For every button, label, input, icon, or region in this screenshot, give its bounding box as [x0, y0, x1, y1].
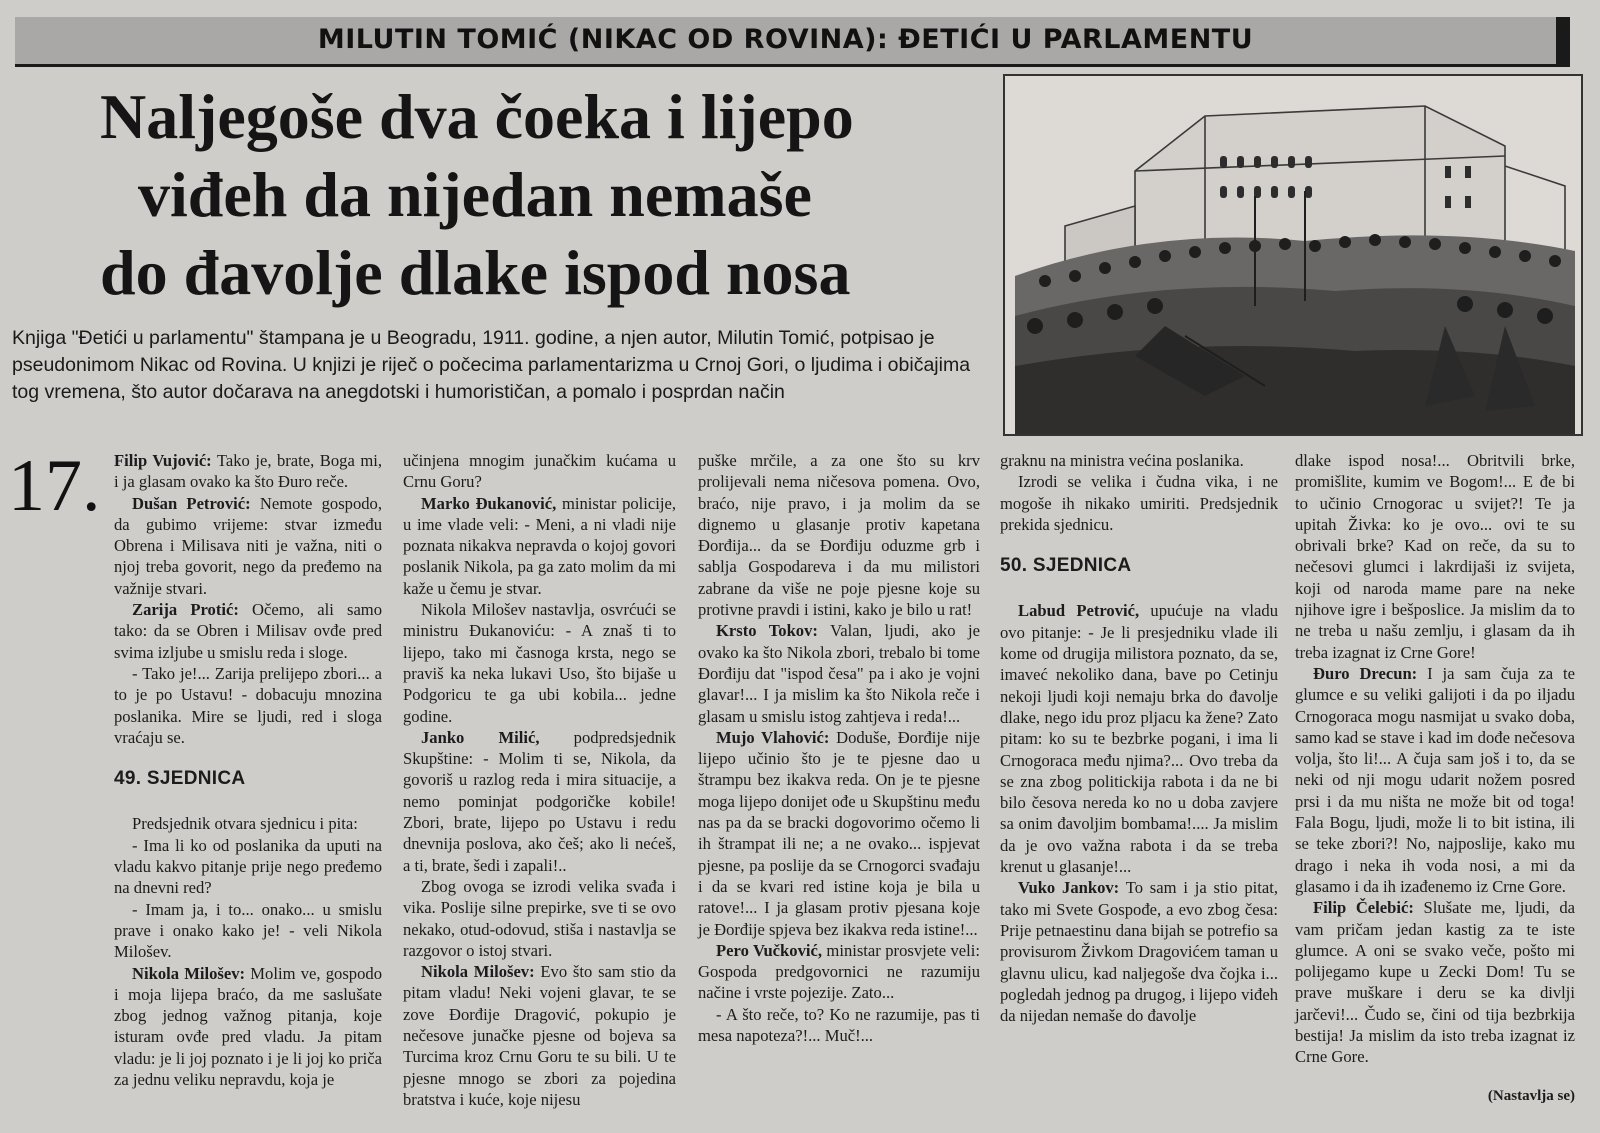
- speaker-name: Zarija Protić:: [132, 600, 239, 620]
- paragraph: - Imam ja, i to... onako... u smislu prave i onako kako je! - veli Nikola Milošev.: [114, 899, 382, 962]
- paragraph-text: Evo što sam stio da pitam vladu! Neki vojeni glavar, te se zove Đorđije Dragović, pokupio je nečesove junačke pjesne od bojeva sa Turcima kroz Crnu Goru te su bili. U te pjesne mnogo se zbori za pojedina bratstva i kuće, koje nijesu: [403, 962, 676, 1109]
- paragraph-text: upućuje na vladu ovo pitanje: - Je li presjedniku vlade ili kome od drugija milistora poznato, da se, imaveć nekoliko dana, bave po Cetinju nekoji ljudi koji nemaju brka do đavolje dlake, nego idu proz pljacu ka žene? Zato pitam: ko su te bezbrke pogani, i ima li Crnogoraca među njima?... Ovo treba da se zna zbog politickija rabota i da ne bi bilo česova nereda ko no u doba zavjere sa onim đavoljim bombama!.... Ja mislim da je ovo važna rabota i da se treba krenut u glasanje!...: [1000, 601, 1278, 877]
- speaker-name: Filip Vujović:: [114, 451, 212, 470]
- paragraph-text: I ja sam čuja za te glumce e su veliki galijoti i da po iljadu Crnogoraca mogu nasmijat u svako doba, samo kad se stave i kad im dođe nečesova volja, što li!... A čuja sam još i to, da se neki od nji mogu udarit nožem posred prsi i da mu ništa ne može bit od toga! Fala Bogu, ljudi, može li to bit istina, ili se teke zbori?! No, najposlije, kako mu drago i neka ih voda nosi, a mi da glasamo i da ih izađenemo iz Crne Gore.: [1295, 663, 1575, 896]
- text-column-3: [698, 450, 980, 1046]
- paragraph: učinjena mnogim junačkim kućama u Crnu Goru?: [403, 451, 676, 492]
- paragraph: - A što reče, to? Ko ne razumije, pas ti mesa napoteza?!... Muč!...: [698, 1004, 980, 1046]
- paragraph: Nikola Milošev nastavlja, osvrćući se ministru Đukanoviću: - A znaš ti to lijepo, tako mi časnoga krsta, nego se praviš ka neka lukavi Uso, što bijaše u Podgoricu te ga ubi kobila... jedne godine.: [403, 600, 676, 726]
- speaker-name: Vuko Jankov:: [1018, 878, 1120, 898]
- paragraph: [403, 961, 676, 1110]
- speaker-name: Labud Petrović,: [1018, 601, 1140, 621]
- series-banner: [15, 17, 1570, 67]
- paragraph: [403, 727, 676, 876]
- text-column-1: [114, 450, 382, 1090]
- paragraph: [114, 599, 382, 663]
- paragraph: [698, 727, 980, 940]
- paragraph: [1000, 600, 1278, 877]
- paragraph: [698, 940, 980, 1004]
- speaker-name: Nikola Milošev:: [132, 963, 246, 983]
- paragraph: dlake ispod nosa!... Obritvili brke, promišlite, kumim ve Bogom!... E đe bi to učinio Crnogorac u svijet?! Te ja upitah Živka: ko je ovo... ovi te su obrivali brke? Kad on reče, da su to nečesovi glumci i lakrdijaši iz svijeta, koji od naroda mame pare na neke njihove igre i bešposlice. Ja mislim da to ne treba u našu zemlju, i glasam da ih treba izagnat iz Crne Gore!: [1295, 451, 1575, 662]
- paragraph-text: Molim ve, gospodo i moja lijepa braćo, da me saslušate zbog jednog važnog pitanja, koje isturam ovđe pred vladu. Ja pitam vladu: je li joj poznato i je li joj ko priča za jednu veliku nepravdu, koja je: [114, 963, 382, 1090]
- section-heading: 50. SJEDNICA: [1000, 555, 1132, 577]
- paragraph-text: Nemote gospodo, da gubimo vrijeme: stvar između Obrena i Milisava niti je važna, niti o njoj treba govorit, nego da pređemo na važnije stvari.: [114, 493, 383, 598]
- paragraph-text: ministar prosvjete veli: Gospoda predgovornici ne razumiju načine i vrste pojezije. Zato...: [698, 940, 980, 1003]
- paragraph: [114, 493, 382, 599]
- paragraph: [114, 963, 382, 1091]
- paragraph: - Tako je!... Zarija prelijepo zbori... a to je po Ustavu! - dobacuju mnozina poslanika. Mire se ljudi, red i sloga vraćaju se.: [114, 663, 382, 747]
- paragraph: [403, 493, 676, 599]
- text-column-5: [1295, 450, 1575, 1107]
- paragraph: - Ima li ko od poslanika da uputi na vladu kakvo pitanje prije nego pređemo na dnevni red?: [114, 835, 382, 898]
- lead-paragraph: Knjiga "Đetići u parlamentu" štampana je u Beogradu, 1911. godine, a njen autor, Milutin Tomić, potpisao je pseudonimom Nikac od Rovina. U knjizi je riječ o počecima parlamentarizma u Crnoj Gori, o ljudima i običajima tog vremena, što autor dočarava na anegdotski i humorističan, a pomalo i posprdan način: [12, 327, 971, 403]
- paragraph: [1295, 897, 1575, 1067]
- assembly-engraving-illustration: [1003, 74, 1583, 436]
- serial-number: 17.: [8, 445, 101, 527]
- paragraph-text: podpredsjednik Skupštine: - Molim ti se, Nikola, da govoriš u razlog reda i mira situacije, a nemo pominjat podgoričke kobile! Zbori, brate, lijepo po Ustavu i redu dnevnija poslova, ako češ; ako li nećeš, a ti, brate, šedi i zapali!..: [403, 727, 676, 875]
- paragraph: Zbog ovoga se izrodi velika svađa i vika. Poslije silne prepirke, sve ti se ovo nekako, otud-odovud, stiša i nastavlja se razgovor o istoj stvari.: [403, 876, 676, 960]
- series-banner-text: MILUTIN TOMIĆ (NIKAC OD ROVINA): ĐETIĆI U PARLAMENTU: [317, 24, 1254, 55]
- paragraph: puške mrčile, a za one što su krv prolijevali nema ničesova pomena. Ovo, braćo, nije pravo, i ja molim da se dignemo u glasanje protiv kapetana Đorđija... da se Đorđiju oduzme grb i sablja Gospodareva i da mu milistori zabrane da više ne poje pjesne koje su protivne pravdi i istini, kako je bilo u rat!: [698, 451, 980, 620]
- illustration-drawing: [1005, 76, 1581, 434]
- speaker-name: Dušan Petrović:: [132, 493, 251, 513]
- paragraph-text: To sam i ja stio pitat, tako mi Svete Gospođe, a evo zbog česa: Prije petnaestinu dana bijah se potrefio sa provisurom Živkom Dragovićem taman u glavnu ulicu, kad naljegoše dva čojka i... pogledah jednog pa drugog, i lijepo viđeh da nijedan nemaše do đavolje: [1000, 878, 1278, 1026]
- text-column-2: [403, 450, 676, 1110]
- paragraph: [114, 450, 382, 493]
- speaker-name: Nikola Milošev:: [421, 962, 535, 982]
- speaker-name: Janko Milić,: [421, 727, 540, 747]
- section-heading: 49. SJEDNICA: [114, 768, 246, 790]
- headline-line-2: viđeh da nijedan nemaše: [138, 159, 812, 230]
- paragraph-text: Očemo, ali samo tako: da se Obren i Milisav ovđe pred svima izljube u smislu reda i sloge.: [114, 600, 383, 662]
- paragraph-text: Valan, ljudi, ako je ovako ka što Nikola zbori, trebalo bi tome Đorđiju dat "ispod česa" pa i ako je vojni glavar!... I ja mislim ka što Nikola reče i glasam u smislu istog zahtjeva i reda!...: [698, 621, 981, 726]
- paragraph: Predsjednik otvara sjednicu i pita:: [132, 814, 358, 834]
- paragraph-text: ministar policije, u ime vlade veli: - Meni, a ni vladi nije poznata nikakva nepravda o kojoj govori poslanik Nikola, pa ga zato molim da mi kaže u čemu je stvar.: [403, 493, 676, 598]
- paragraph: [698, 620, 980, 726]
- speaker-name: Pero Vučković,: [716, 940, 822, 960]
- paragraph-text: Slušate me, ljudi, da vam pričam jedan kastig za te iste glumce. A oni se svako veče, pošto mi polijegamo kupe u Zecki Dom! Tu se prave muškare i deru se ka divlji jarčevi!... Čudo se, čini od tija bezbrkija bestija! Ja mislim da isto treba izagnat iz Crne Gore.: [1295, 898, 1575, 1067]
- speaker-name: Mujo Vlahović:: [716, 727, 830, 747]
- headline-line-1: Naljegoše dva čoeka i lijepo: [100, 81, 854, 152]
- paragraph: Izrodi se velika i čudna vika, i ne mogoše ih nikako umiriti. Predsjednik prekida sjednicu.: [1000, 472, 1278, 534]
- speaker-name: Krsto Tokov:: [716, 621, 818, 641]
- headline: [100, 78, 1000, 312]
- paragraph: [1295, 663, 1575, 897]
- continued-note: (Nastavlja se): [1487, 1087, 1575, 1104]
- text-column-4: [1000, 450, 1278, 1026]
- paragraph-text: Tako je, brate, Boga mi, i ja glasam ovako ka što Đuro reče.: [114, 451, 382, 492]
- speaker-name: Marko Đukanović,: [421, 493, 557, 513]
- paragraph: graknu na ministra većina poslanika.: [1000, 451, 1244, 470]
- paragraph-text: Doduše, Đorđije nije lijepo učinio što je te pjesne dao u štrampu bez ikakva reda. On je te pjesne moga lijepo donijet ođe u Skupštinu među nas pa da se bracki dogovorimo očemo li ih štrampat ili ne; a ne ovako... ispjevat pjesne, pa poslije da se Crnogorci svađaju i da se kvari red istine koja je bila u ratove!... I ja glasam protiv pjesana koje je Đorđije spjeva bez ikakva reda istine!...: [698, 727, 980, 939]
- speaker-name: Filip Čelebić:: [1313, 898, 1414, 918]
- headline-line-3: do đavolje dlake ispod nosa: [100, 237, 851, 308]
- speaker-name: Đuro Drecun:: [1313, 663, 1418, 683]
- paragraph: [1000, 877, 1278, 1026]
